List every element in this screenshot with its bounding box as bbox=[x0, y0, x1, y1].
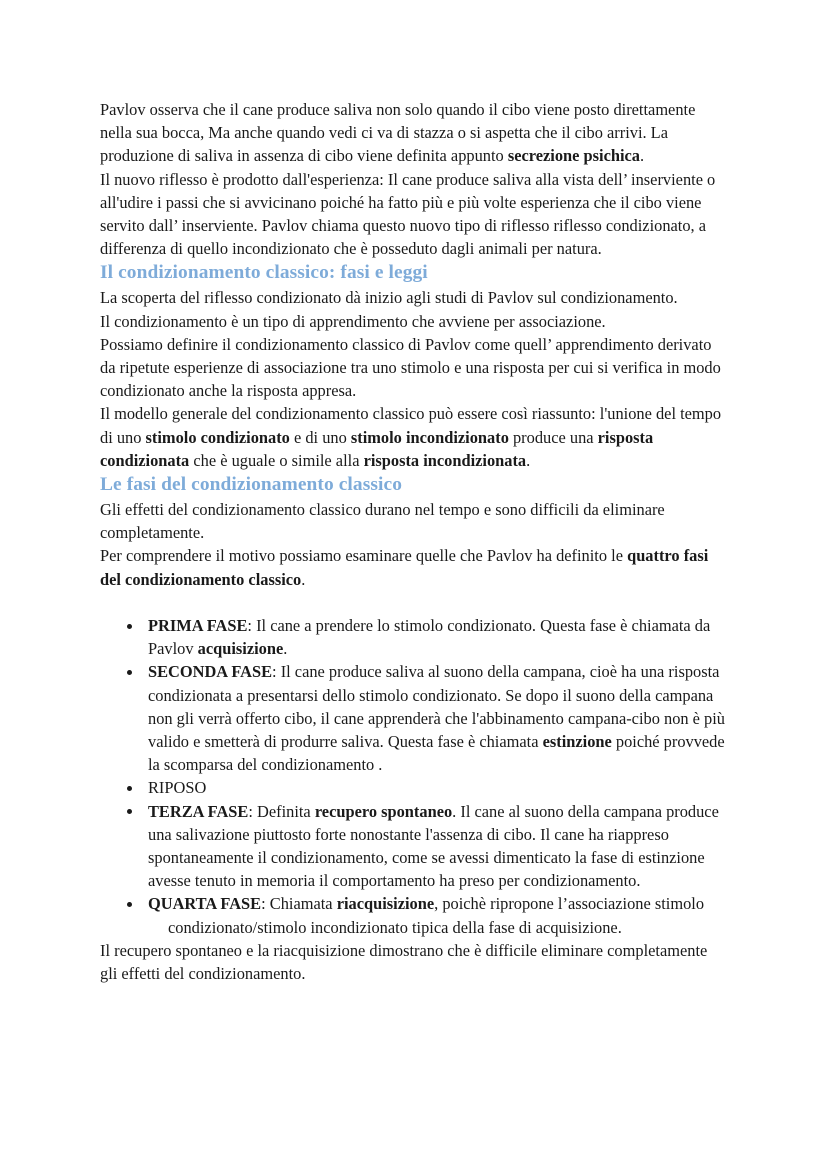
paragraph-modello-generale bbox=[100, 402, 725, 472]
bold-term-risposta-condizionata: risposta condizionata bbox=[100, 427, 654, 470]
paragraph-tipo-apprendimento: Il condizionamento è un tipo di apprendimento che avviene per associazione. bbox=[100, 311, 606, 331]
list-item-text-end: . bbox=[283, 639, 288, 659]
bold-term-estinzione: estinzione bbox=[542, 732, 612, 752]
document-body bbox=[100, 98, 725, 985]
bold-term-risposta-incondizionata: risposta incondizionata bbox=[363, 450, 527, 470]
bold-term-acquisizione: acquisizione bbox=[197, 639, 284, 659]
list-item-content bbox=[148, 662, 725, 774]
list-item-separator: : bbox=[248, 801, 257, 821]
list-item-text: Il cane produce saliva al suono della campana, cioè ha una risposta condizionata a presentarsi dello stimolo condizionato. Se dopo il suono della campana non gli verrà offerto cibo, il cane apprenderà che l'abbinamento campana-cibo non è più valido e smetterà di produrre saliva. Questa fase è chiamata bbox=[148, 662, 725, 752]
bold-term-secrezione-psichica: secrezione psichica bbox=[507, 146, 640, 166]
phase-list bbox=[100, 614, 725, 939]
paragraph-effetti-durano: Gli effetti del condizionamento classico durano nel tempo e sono difficili da eliminare completamente. bbox=[100, 500, 665, 543]
list-item-text-end: . Il cane al suono della campana produce una salivazione piuttosto forte nonostante l'assenza di cibo. Il cane ha riappreso spontaneamente il condizionamento, come se avessi dimenticato la fase di estinzione avesse tenuto in memoria il comportamento ha preso per condizionamento. bbox=[148, 801, 719, 891]
text-segment: Il modello generale del condizionamento classico può essere così riassunto: l'unione del tempo di uno bbox=[100, 404, 722, 447]
text-segment: che è uguale o simile alla bbox=[189, 450, 364, 470]
bullet-icon bbox=[127, 902, 132, 907]
list-item-label: SECONDA FASE bbox=[148, 662, 273, 682]
paragraph-scoperta-riflesso: La scoperta del riflesso condizionato dà inizio agli studi di Pavlov sul condizionamento. bbox=[100, 288, 678, 308]
text-segment: produce una bbox=[508, 427, 598, 447]
list-item-label: RIPOSO bbox=[148, 778, 207, 798]
list-item bbox=[100, 776, 725, 799]
paragraph-pavlov-observation bbox=[100, 98, 725, 168]
list-item-text-end: poiché provvede la scomparsa del condizionamento . bbox=[148, 732, 725, 775]
text-segment: . bbox=[526, 450, 531, 470]
paragraph-definizione-condizionamento: Possiamo definire il condizionamento classico di Pavlov come quell’ apprendimento derivato da ripetute esperienze di associazione tra uno stimolo e una risposta per cui si verifica in modo condizionato anche la risposta appresa. bbox=[100, 334, 721, 401]
bold-term-recupero-spontaneo: recupero spontaneo bbox=[314, 801, 453, 821]
paragraph-new-reflex: Il nuovo riflesso è prodotto dall'esperienza: Il cane produce saliva alla vista dell’ inserviente o all'udire i passi che si avvicinano poiché ha fatto più e più volte esperienza che il cibo viene servito dall’ inserviente. Pavlov chiama questo nuovo tipo di riflesso riflesso condizionato, a differenza di quello incondizionato che è posseduto dagli animali per natura. bbox=[100, 169, 716, 259]
paragraph-text-end: . bbox=[640, 146, 645, 166]
list-item-text: Il cane a prendere lo stimolo condizionato. Questa fase è chiamata da Pavlov bbox=[148, 616, 711, 659]
list-item bbox=[100, 800, 725, 893]
list-item-separator: : bbox=[261, 894, 270, 914]
text-segment: e di uno bbox=[289, 427, 351, 447]
list-item bbox=[100, 614, 725, 660]
blank-line-spacer bbox=[100, 591, 725, 614]
list-item-label: TERZA FASE bbox=[148, 801, 249, 821]
list-item-content bbox=[148, 616, 710, 658]
bold-term-stimolo-condizionato: stimolo condizionato bbox=[145, 427, 290, 447]
heading-condizionamento-classico: Il condizionamento classico: fasi e leggi bbox=[100, 262, 428, 284]
bullet-icon bbox=[127, 624, 132, 629]
paragraph-per-comprendere bbox=[100, 544, 725, 590]
list-item-separator: : bbox=[247, 616, 257, 636]
bullet-icon bbox=[127, 809, 132, 814]
paragraph-text: Pavlov osserva che il cane produce saliva non solo quando il cibo viene posto direttamente nella sua bocca, Ma anche quando vedi ci va di stazza o si aspetta che il cibo arrivi. La produzione di saliva in assenza di cibo viene definita appunto bbox=[100, 100, 696, 166]
bold-term-riacquisizione: riacquisizione bbox=[336, 894, 435, 914]
list-item-label: QUARTA FASE bbox=[148, 894, 262, 914]
text-segment: . bbox=[301, 569, 306, 589]
list-item-text: Definita bbox=[257, 801, 315, 821]
heading-le-fasi: Le fasi del condizionamento classico bbox=[100, 474, 402, 496]
list-item-content bbox=[148, 802, 719, 891]
list-item-content bbox=[148, 892, 725, 938]
list-item-text: Chiamata bbox=[269, 894, 337, 914]
list-item bbox=[100, 660, 725, 776]
list-item-content bbox=[148, 778, 206, 797]
list-item-label: PRIMA FASE bbox=[148, 616, 248, 636]
paragraph-conclusione: Il recupero spontaneo e la riacquisizione dimostrano che è difficile eliminare completamente gli effetti del condizionamento. bbox=[100, 940, 708, 984]
list-item-text-end: , poichè ripropone l’associazione stimolo condizionato/stimolo incondizionato tipica della fase di acquisizione. bbox=[168, 894, 705, 937]
bullet-icon bbox=[127, 670, 132, 675]
list-item bbox=[100, 892, 725, 938]
bold-term-quattro-fasi: quattro fasi del condizionamento classico bbox=[100, 546, 709, 589]
bold-term-stimolo-incondizionato: stimolo incondizionato bbox=[350, 427, 509, 447]
bullet-icon bbox=[127, 786, 132, 791]
text-segment: Per comprendere il motivo possiamo esaminare quelle che Pavlov ha definito le bbox=[100, 546, 628, 566]
list-item-separator: : bbox=[272, 662, 281, 682]
